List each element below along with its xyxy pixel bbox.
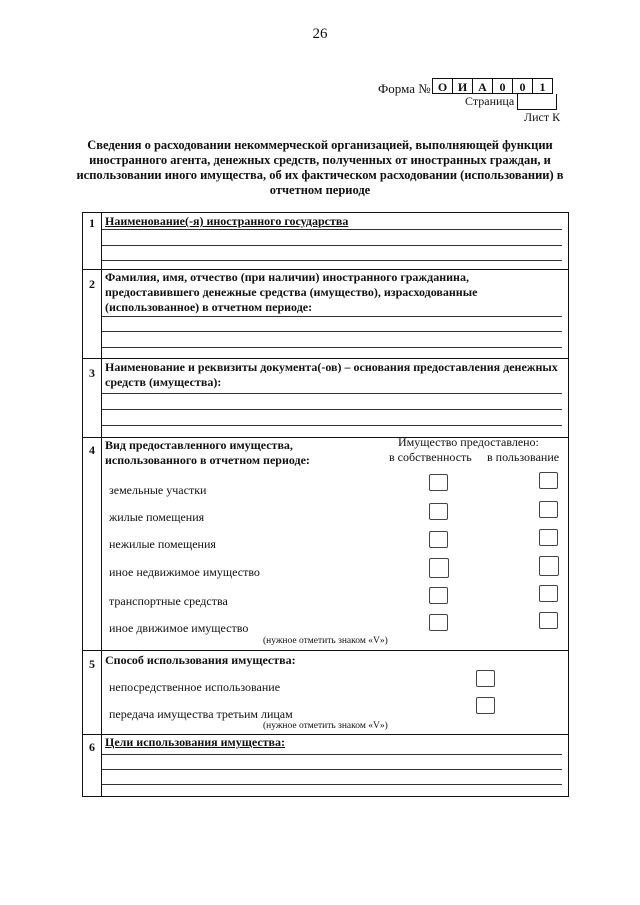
usage-method-item: передача имущества третьим лицам (109, 707, 293, 721)
form-table (82, 212, 569, 797)
page-label: Страница (465, 94, 515, 108)
use-checkbox[interactable] (539, 612, 558, 629)
use-checkbox[interactable] (539, 585, 558, 602)
usage-method-checkbox[interactable] (476, 670, 495, 687)
use-checkbox[interactable] (539, 529, 558, 546)
property-item: транспортные средства (109, 594, 228, 608)
ownership-checkbox[interactable] (429, 614, 448, 631)
form-code-char: И (452, 78, 473, 94)
fill-line[interactable] (102, 754, 562, 755)
form-code-char: 0 (512, 78, 533, 94)
use-checkbox[interactable] (539, 501, 558, 518)
use-checkbox[interactable] (539, 556, 559, 576)
form-code-char: А (472, 78, 493, 94)
column-ownership: в собственность (389, 450, 472, 464)
section-heading: Наименование(-я) иностранного государства (105, 214, 349, 228)
property-item: иное движимое имущество (109, 621, 249, 635)
section-number: 5 (89, 657, 95, 671)
form-label: Форма № (378, 81, 431, 96)
document-title: Сведения о расходовании некоммерческой организацией, выполняющей функции иностранного агента, денежных средств, полученных от иностранных граждан, и использовании иного имущества, об их фактическом расходовании (использовании) в отчетном периоде (76, 138, 564, 197)
fill-line[interactable] (102, 347, 562, 348)
fill-line[interactable] (102, 316, 562, 317)
check-instruction: (нужное отметить знаком «V») (263, 721, 388, 731)
section-heading: Фамилия, имя, отчество (при наличии) иностранного гражданина, предоставившего денежные средства (имущество), израсходованные (использованное) в отчетном периоде: (105, 270, 478, 314)
property-item: земельные участки (109, 483, 207, 497)
section-number: 2 (89, 277, 95, 291)
property-item: жилые помещения (109, 510, 205, 524)
fill-line[interactable] (102, 784, 562, 785)
usage-method-item: непосредственное использование (109, 680, 281, 694)
property-item: нежилые помещения (109, 537, 216, 551)
ownership-checkbox[interactable] (429, 503, 448, 520)
section-number: 4 (89, 443, 95, 457)
section-number: 1 (89, 216, 95, 230)
section-number: 6 (89, 740, 95, 754)
section-number: 3 (89, 366, 95, 380)
property-provided-label: Имущество предоставлено: (398, 435, 539, 449)
usage-method-checkbox[interactable] (476, 697, 495, 714)
use-checkbox[interactable] (539, 472, 558, 489)
ownership-checkbox[interactable] (429, 531, 448, 548)
form-code-char: 1 (532, 78, 553, 94)
fill-line[interactable] (102, 409, 562, 410)
section-heading: Способ использования имущества: (105, 653, 296, 667)
fill-line[interactable] (102, 331, 562, 332)
fill-line[interactable] (102, 260, 562, 261)
fill-line[interactable] (102, 393, 562, 394)
section-heading: Цели использования имущества: (105, 735, 286, 749)
column-use: в пользование (487, 450, 560, 464)
check-instruction: (нужное отметить знаком «V») (263, 636, 388, 646)
ownership-checkbox[interactable] (429, 587, 448, 604)
page-number: 26 (312, 26, 328, 42)
ownership-checkbox[interactable] (429, 474, 448, 491)
page-number-field[interactable] (517, 94, 557, 110)
fill-line[interactable] (102, 425, 562, 426)
form-code-char: О (432, 78, 453, 94)
fill-line[interactable] (102, 245, 562, 246)
sheet-label: Лист К (524, 110, 561, 124)
ownership-checkbox[interactable] (429, 558, 449, 578)
form-code-char: 0 (492, 78, 513, 94)
property-item: иное недвижимое имущество (109, 565, 260, 579)
form-code (432, 78, 553, 94)
fill-line[interactable] (102, 769, 562, 770)
section-heading: Наименование и реквизиты документа(-ов) – основания предоставления денежных средств (имущества): (105, 360, 558, 389)
section-heading: Вид предоставленного имущества, использованного в отчетном периоде: (105, 438, 310, 467)
fill-line[interactable] (102, 229, 562, 230)
